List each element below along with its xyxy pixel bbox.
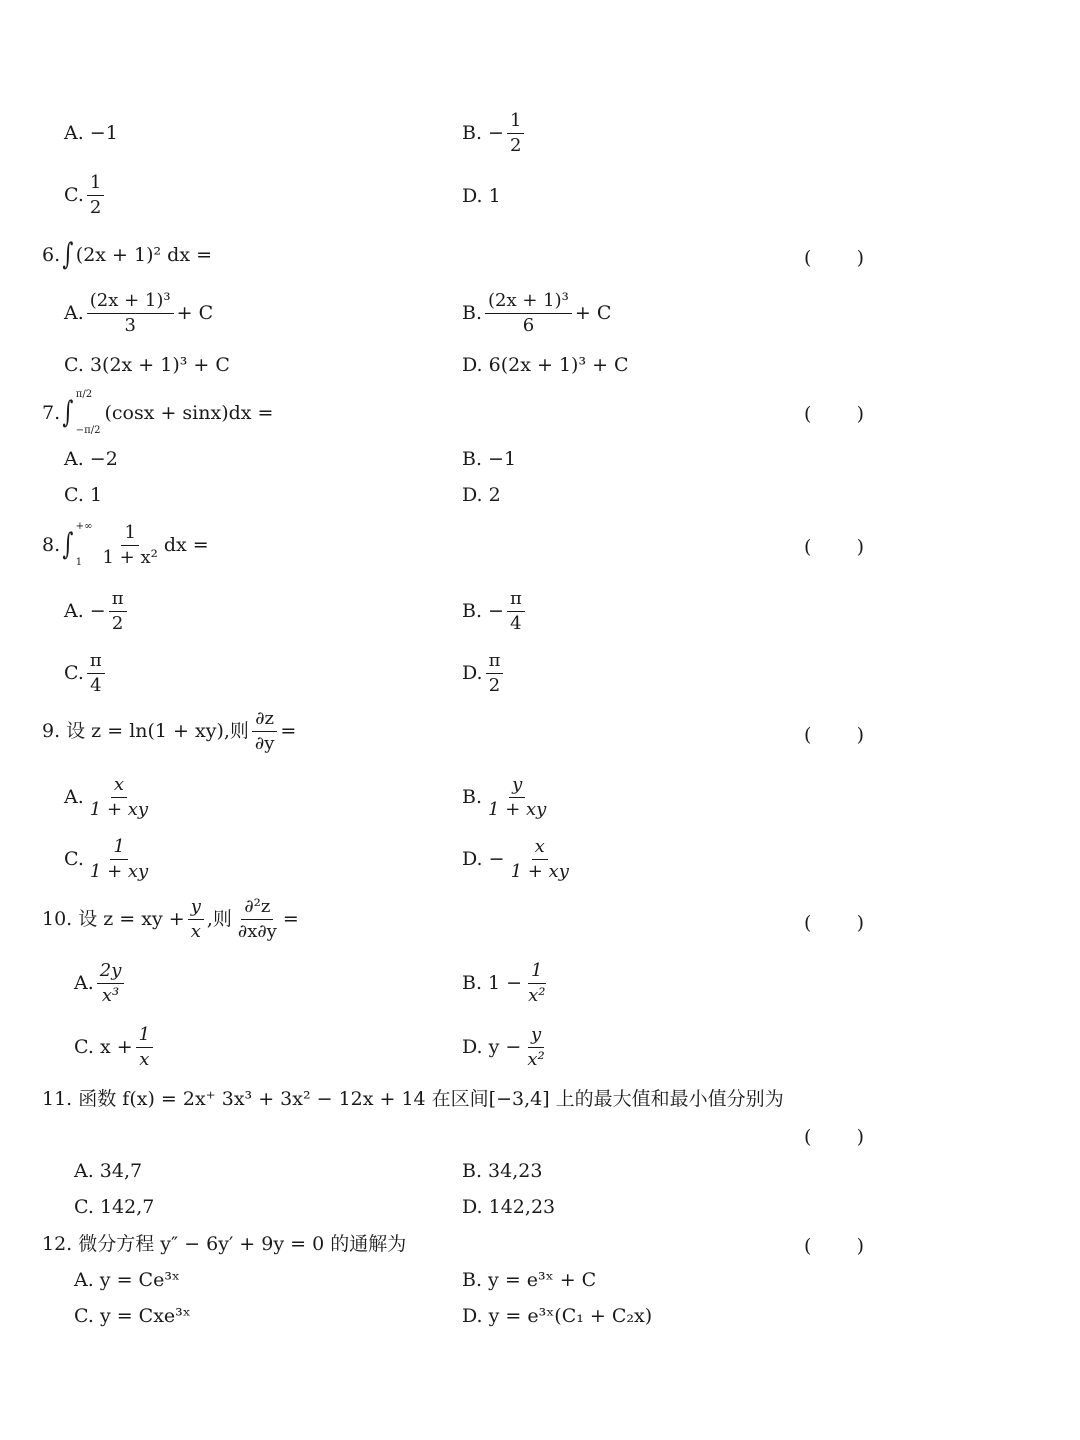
q5-c-den: 2 — [89, 197, 102, 218]
q8-a-den: 2 — [111, 613, 124, 634]
bracket-open: ( — [804, 1126, 812, 1148]
bracket-open: ( — [804, 403, 812, 425]
q9-option-d — [462, 838, 575, 881]
q6-b-num: (2x + 1)³ — [485, 292, 572, 314]
bracket-open: ( — [804, 912, 812, 934]
q10-d-prefix: D. y − — [462, 1036, 522, 1058]
q6-a-prefix: A. — [64, 302, 84, 324]
q10-b-prefix: B. 1 − — [462, 972, 523, 994]
q5-option-d: D. 1 — [462, 185, 501, 207]
q12-option-c: C. y = Cxe³ˣ — [74, 1305, 191, 1327]
q8-a-num: π — [109, 590, 127, 612]
q6-option-a — [64, 292, 213, 335]
q9-a-den: 1 + xy — [89, 799, 149, 820]
q8-a-prefix: A. − — [64, 600, 106, 622]
q9-tail: = — [280, 720, 297, 742]
q10-c-den: x — [139, 1049, 150, 1070]
q8-a-fraction — [109, 590, 127, 633]
bracket-open: ( — [804, 724, 812, 746]
q10-dden: ∂x∂y — [237, 921, 277, 942]
q7-stem — [42, 390, 273, 436]
q9-text: 设 z = ln(1 + xy),则 — [66, 720, 249, 742]
bracket-close: ) — [856, 247, 864, 269]
q9-option-c — [64, 838, 154, 881]
q6-b-den: 6 — [522, 315, 535, 336]
q8-upper: +∞ — [75, 521, 93, 532]
q5-option-c-fraction — [87, 174, 104, 217]
q10-d-fraction — [524, 1026, 547, 1069]
q11-option-c: C. 142,7 — [74, 1196, 155, 1218]
q10-answer-bracket — [804, 912, 864, 934]
q9-b-prefix: B. — [462, 786, 483, 808]
q10-fden: x — [190, 921, 201, 942]
bracket-close: ) — [856, 724, 864, 746]
q9-d-prefix: D. − — [462, 848, 505, 870]
q10-mid: ,则 — [206, 908, 232, 930]
q8-d-num: π — [486, 652, 504, 674]
q9-c-num: 1 — [110, 838, 127, 860]
q9-a-prefix: A. — [64, 786, 84, 808]
q7-number: 7. — [42, 401, 61, 424]
q9-c-den: 1 + xy — [89, 861, 149, 882]
q8-option-d — [462, 652, 506, 695]
q9-a-num: x — [111, 776, 127, 798]
q7-answer-bracket — [804, 403, 864, 425]
q8-b-num: π — [507, 590, 525, 612]
q5-b-den: 2 — [509, 135, 522, 156]
q9-option-a — [64, 776, 154, 819]
q10-number: 10. — [42, 908, 73, 930]
q8-d-prefix: D. — [462, 662, 483, 684]
integral-sign: ∫ — [62, 237, 74, 272]
q5-option-b-fraction — [507, 112, 524, 155]
q12-answer-bracket — [804, 1235, 864, 1257]
q8-option-b — [462, 590, 528, 633]
q6-a-fraction — [87, 292, 174, 335]
q12-stem: 12. 微分方程 y″ − 6y′ + 9y = 0 的通解为 — [42, 1233, 407, 1255]
q6-b-prefix: B. — [462, 302, 483, 324]
q10-stem — [42, 898, 299, 941]
q11-option-b: B. 34,23 — [462, 1160, 543, 1182]
q10-fraction — [188, 898, 204, 941]
q10-c-num: 1 — [136, 1026, 153, 1048]
q10-c-fraction — [136, 1026, 153, 1069]
q5-option-c-prefix: C. — [64, 184, 84, 206]
q8-option-a — [64, 590, 130, 633]
q7-upper: π/2 — [75, 389, 93, 400]
q8-b-den: 4 — [510, 613, 522, 634]
q10-b-num: 1 — [528, 962, 545, 984]
integral-sign: ∫ — [62, 527, 74, 562]
q8-c-num: π — [87, 652, 105, 674]
q8-answer-bracket — [804, 536, 864, 558]
bracket-close: ) — [856, 403, 864, 425]
q9-number: 9. — [42, 720, 61, 742]
q8-number: 8. — [42, 533, 61, 556]
q10-text: 设 z = xy + — [78, 908, 185, 930]
q11-option-a: A. 34,7 — [74, 1160, 143, 1182]
q8-d-den: 2 — [488, 675, 501, 696]
q10-option-b — [462, 962, 551, 1005]
q6-stem — [42, 237, 212, 272]
q6-a-tail: + C — [176, 302, 214, 324]
q12-option-a: A. y = Ce³ˣ — [74, 1269, 180, 1291]
integral-sign: ∫ — [62, 395, 74, 430]
bracket-open: ( — [804, 1235, 812, 1257]
q7-limits — [76, 390, 101, 436]
q11-stem: 11. 函数 f(x) = 2x⁺ 3x³ + 3x² − 12x + 14 在区间[−3,4] 上的最大值和最小值分别为 — [42, 1088, 784, 1110]
q8-limits — [76, 522, 93, 568]
q9-c-prefix: C. — [64, 848, 84, 870]
q8-num: 1 — [121, 524, 138, 546]
q9-dnum: ∂z — [252, 710, 277, 732]
q5-c-num: 1 — [87, 174, 104, 196]
q8-d-fraction — [486, 652, 504, 695]
q10-c-prefix: C. x + — [74, 1036, 133, 1058]
q10-tail: = — [282, 908, 299, 930]
q10-d-den: x² — [527, 1049, 545, 1070]
q10-b-fraction — [525, 962, 548, 1005]
q8-den: 1 + x² — [102, 546, 158, 568]
q12-option-b: B. y = e³ˣ + C — [462, 1269, 597, 1291]
q7-option-d: D. 2 — [462, 484, 501, 506]
q9-dden: ∂y — [254, 733, 275, 754]
q8-option-c — [64, 652, 108, 695]
q9-stem — [42, 710, 296, 753]
q10-a-fraction — [97, 962, 125, 1005]
q8-lower: 1 — [75, 557, 83, 568]
q6-number: 6. — [42, 243, 61, 266]
q10-option-d — [462, 1026, 551, 1069]
q9-d-den: 1 + xy — [510, 861, 569, 882]
q6-integrand: (2x + 1)² dx = — [75, 243, 212, 266]
q10-a-num: 2y — [97, 962, 125, 984]
bracket-close: ) — [856, 536, 864, 558]
q7-option-a: A. −2 — [64, 448, 118, 470]
q9-a-fraction — [87, 776, 151, 819]
q6-b-tail: + C — [574, 302, 612, 324]
q7-option-b: B. −1 — [462, 448, 517, 470]
q9-d-fraction — [508, 838, 572, 881]
q6-a-den: 3 — [124, 315, 136, 336]
q8-fraction — [100, 521, 161, 568]
bracket-close: ) — [856, 1126, 864, 1148]
q8-tail: dx = — [163, 533, 209, 556]
bracket-open: ( — [804, 247, 812, 269]
q10-a-prefix: A. — [74, 972, 94, 994]
q9-option-b — [462, 776, 552, 819]
q8-stem — [42, 522, 209, 568]
q7-integrand: (cosx + sinx)dx = — [104, 401, 274, 424]
bracket-close: ) — [856, 912, 864, 934]
q7-lower: −π/2 — [75, 425, 101, 436]
q6-a-num: (2x + 1)³ — [87, 292, 174, 314]
q10-option-a — [74, 962, 127, 1005]
q8-c-den: 4 — [90, 675, 102, 696]
q8-c-fraction — [87, 652, 105, 695]
q5-option-c — [64, 174, 107, 217]
q12-option-d: D. y = e³ˣ(C₁ + C₂x) — [462, 1305, 653, 1327]
q6-option-c: C. 3(2x + 1)³ + C — [64, 354, 230, 376]
q10-a-den: x³ — [101, 985, 120, 1006]
q10-d-num: y — [528, 1026, 544, 1048]
q9-answer-bracket — [804, 724, 864, 746]
q7-option-c: C. 1 — [64, 484, 103, 506]
bracket-open: ( — [804, 536, 812, 558]
q10-derivative — [235, 898, 280, 941]
q9-b-fraction — [485, 776, 549, 819]
q9-b-num: y — [509, 776, 525, 798]
q9-derivative — [252, 710, 277, 753]
q9-d-num: x — [532, 838, 548, 860]
q5-option-a: A. −1 — [64, 122, 118, 144]
q6-b-fraction — [485, 292, 572, 335]
q8-b-prefix: B. − — [462, 600, 504, 622]
q11-answer-bracket — [804, 1126, 864, 1148]
q8-c-prefix: C. — [64, 662, 84, 684]
q10-option-c — [74, 1026, 156, 1069]
q6-answer-bracket — [804, 247, 864, 269]
q9-b-den: 1 + xy — [488, 799, 547, 820]
q6-option-d: D. 6(2x + 1)³ + C — [462, 354, 629, 376]
q6-option-b — [462, 292, 611, 335]
q8-b-fraction — [507, 590, 525, 633]
q9-c-fraction — [87, 838, 151, 881]
q5-option-b — [462, 112, 527, 155]
bracket-close: ) — [856, 1235, 864, 1257]
q10-b-den: x² — [528, 985, 546, 1006]
q5-option-b-prefix: B. − — [462, 122, 504, 144]
q5-b-num: 1 — [507, 112, 524, 134]
q11-option-d: D. 142,23 — [462, 1196, 556, 1218]
q10-dnum: ∂²z — [241, 898, 273, 920]
q10-fnum: y — [188, 898, 204, 920]
